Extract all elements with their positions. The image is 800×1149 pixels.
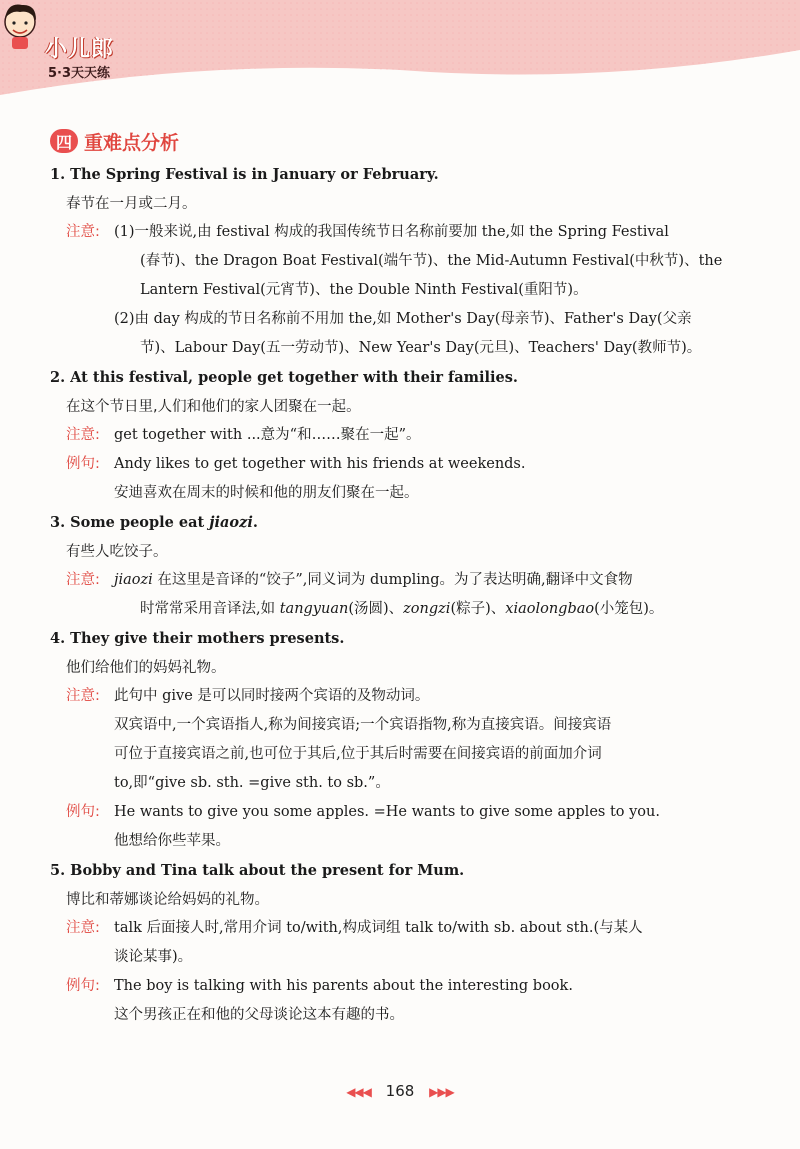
example-english: The boy is talking with his parents about the interesting book.	[114, 978, 573, 994]
note-line: 此句中 give 是可以同时接两个宾语的及物动词。	[114, 688, 430, 704]
note-line: (春节)、the Dragon Boat Festival(端午节)、the Mid-Autumn Festival(中秋节)、the	[140, 253, 723, 269]
note-line: 时常常采用音译法,如 tangyuan(汤圆)、zongzi(粽子)、xiaolongbao(小笼包)。	[140, 601, 664, 617]
note-line: get together with ...意为“和……聚在一起”。	[114, 427, 421, 443]
header-banner	[0, 0, 800, 96]
note-line: (1)一般来说,由 festival 构成的我国传统节日名称前要加 the,如 the Spring Festival	[114, 224, 669, 240]
page-header	[0, 0, 800, 96]
item-sentence: 2. At this festival, people get together with their families.	[50, 369, 518, 386]
note-tag: 注意:	[66, 224, 100, 240]
left-arrows-icon: ◀◀◀	[346, 1085, 371, 1099]
example-tag: 例句:	[66, 804, 100, 820]
note-line: Lantern Festival(元宵节)、the Double Ninth Festival(重阳节)。	[140, 282, 588, 298]
right-arrows-icon: ▶▶▶	[429, 1085, 454, 1099]
note-tag: 注意:	[66, 427, 100, 443]
note-tag: 注意:	[66, 920, 100, 936]
mascot-icon	[0, 0, 40, 50]
note-block	[66, 566, 740, 624]
item-translation: 博比和蒂娜谈论给妈妈的礼物。	[66, 892, 269, 908]
item-3	[50, 510, 740, 624]
item-translation: 在这个节日里,人们和他们的家人团聚在一起。	[66, 399, 361, 415]
note-line: 谈论某事)。	[114, 949, 193, 965]
note-block	[66, 218, 740, 363]
note-line: (2)由 day 构成的节日名称前不用加 the,如 Mother's Day(母亲节)、Father's Day(父亲	[114, 311, 692, 327]
example-tag: 例句:	[66, 456, 100, 472]
note-block	[66, 914, 740, 972]
item-sentence: 3. Some people eat jiaozi.	[50, 514, 258, 531]
item-sentence: 4. They give their mothers presents.	[50, 630, 345, 647]
item-4	[50, 626, 740, 856]
example-block	[66, 972, 740, 1030]
example-block	[66, 450, 740, 508]
item-translation: 他们给他们的妈妈礼物。	[66, 660, 226, 676]
example-block	[66, 798, 740, 856]
page-number: 168	[385, 1082, 415, 1100]
note-line: talk 后面接人时,常用介词 to/with,构成词组 talk to/with sb. about sth.(与某人	[114, 920, 643, 936]
example-chinese: 安迪喜欢在周末的时候和他的朋友们聚在一起。	[114, 485, 419, 501]
item-sentence: 1. The Spring Festival is in January or February.	[50, 166, 439, 183]
section-number-badge: 四	[50, 129, 78, 153]
note-line: 双宾语中,一个宾语指人,称为间接宾语;一个宾语指物,称为直接宾语。间接宾语	[114, 717, 612, 733]
item-translation: 春节在一月或二月。	[66, 196, 197, 212]
note-block	[66, 421, 740, 450]
section-heading	[50, 126, 179, 156]
item-5	[50, 858, 740, 1030]
note-line: to,即“give sb. sth. =give sth. to sb.”。	[114, 775, 390, 791]
example-english: Andy likes to get together with his friends at weekends.	[114, 456, 526, 472]
example-chinese: 他想给你些苹果。	[114, 833, 230, 849]
item-2	[50, 365, 740, 508]
note-line: 节)、Labour Day(五一劳动节)、New Year's Day(元旦)、Teachers' Day(教师节)。	[140, 340, 702, 356]
item-translation: 有些人吃饺子。	[66, 544, 168, 560]
main-content	[50, 160, 740, 1030]
item-1	[50, 162, 740, 363]
note-tag: 注意:	[66, 572, 100, 588]
brand-title: 小儿郎	[45, 37, 115, 62]
example-chinese: 这个男孩正在和他的父母谈论这本有趣的书。	[114, 1007, 404, 1023]
page-footer	[0, 1082, 800, 1100]
note-line: jiaozi 在这里是音译的“饺子”,同义词为 dumpling。为了表达明确,翻译中文食物	[114, 572, 633, 588]
brand-subtitle: 5·3天天练	[48, 66, 111, 81]
note-line: 可位于直接宾语之前,也可位于其后,位于其后时需要在间接宾语的前面加介词	[114, 746, 602, 762]
note-tag: 注意:	[66, 688, 100, 704]
note-block	[66, 682, 740, 798]
example-english: He wants to give you some apples. =He wants to give some apples to you.	[114, 804, 660, 820]
item-sentence: 5. Bobby and Tina talk about the present for Mum.	[50, 862, 465, 879]
section-title: 重难点分析	[84, 131, 180, 154]
example-tag: 例句:	[66, 978, 100, 994]
